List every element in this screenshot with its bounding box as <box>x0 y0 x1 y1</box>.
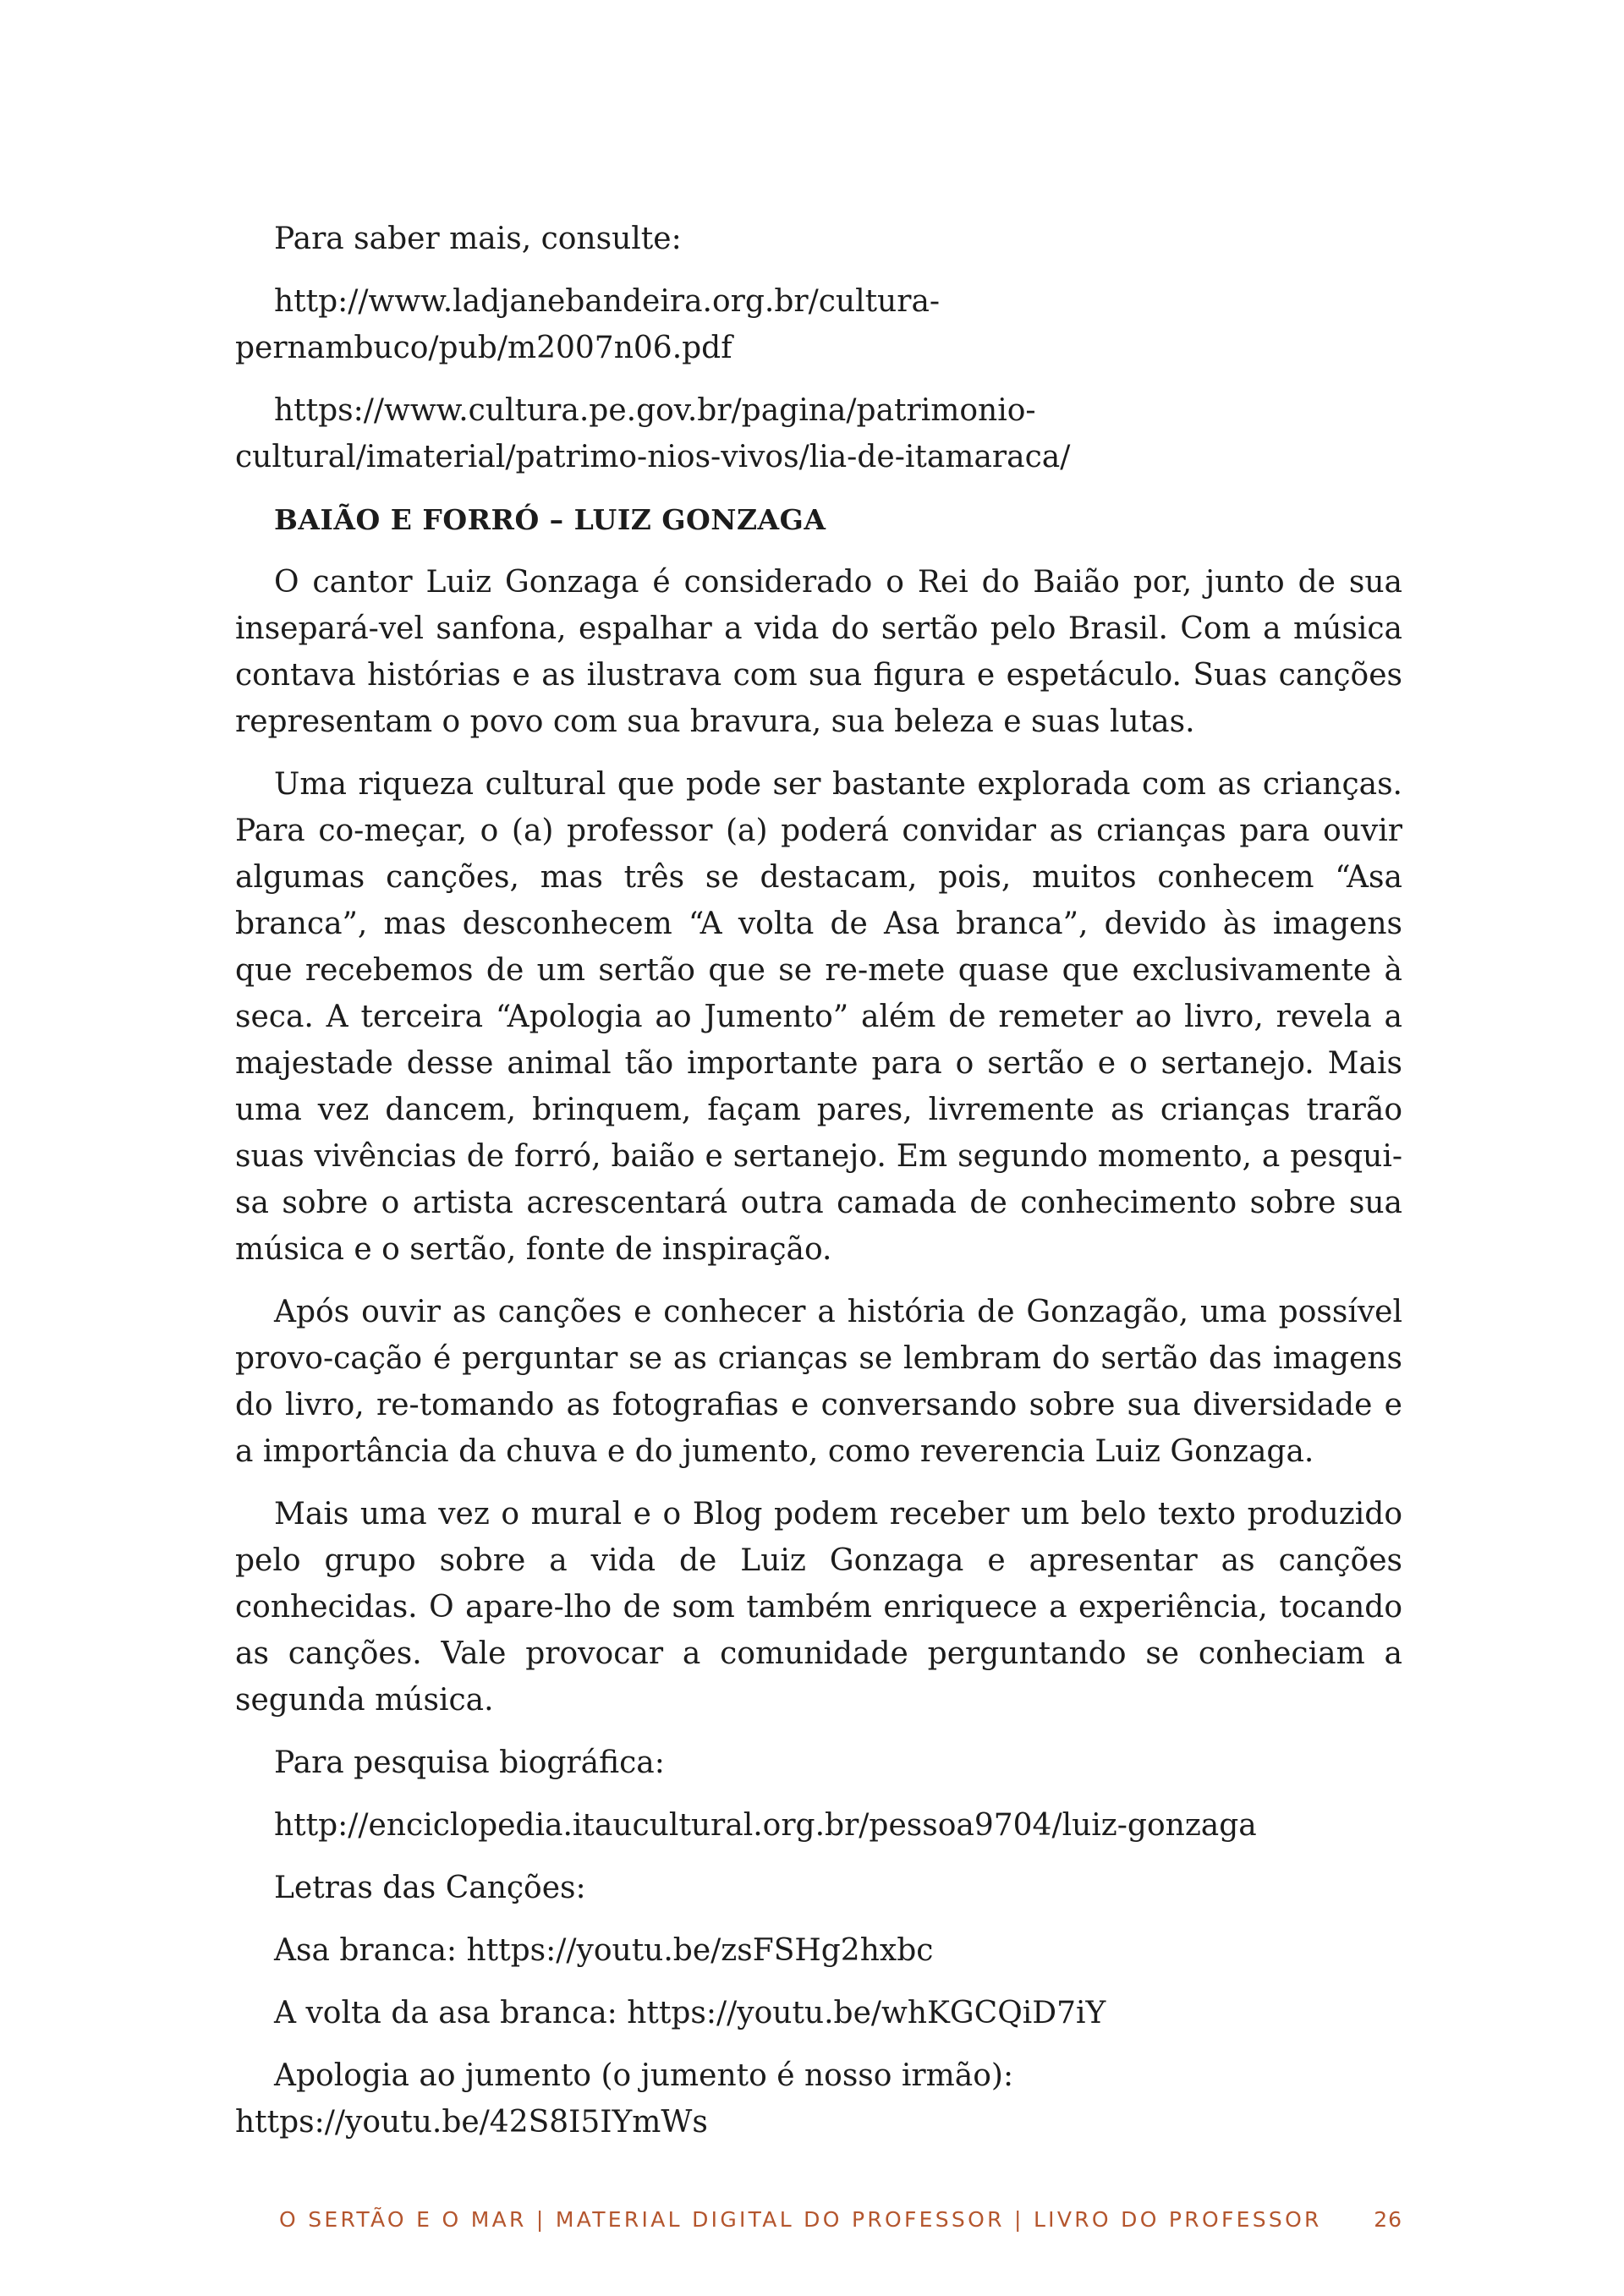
section-heading: BAIÃO E FORRÓ – LUIZ GONZAGA <box>274 503 826 536</box>
page-footer <box>279 2207 1402 2232</box>
page-number: 26 <box>1374 2207 1402 2232</box>
body-paragraph: O cantor Luiz Gonzaga é considerado o Rei do Baião por, junto de sua insepará-vel sanfona, espalhar a vida do sertão pelo Brasil. Com a música contava histórias e as ilustrava com sua figura e espetáculo. Suas canções representam o povo com sua bravura, sua beleza e suas lutas. <box>235 565 1402 739</box>
body-paragraph: Mais uma vez o mural e o Blog podem receber um belo texto produzido pelo grupo sobre a vida de Luiz Gonzaga e apresentar as canções conhecidas. O apare-lho de som também enriquece a experiência, tocando as canções. Vale provocar a comunidade perguntando se conheciam a segunda música. <box>235 1497 1402 1718</box>
page-content <box>235 216 1402 2162</box>
bio-label: Para pesquisa biográfica: <box>274 1745 665 1780</box>
lyrics-label: Letras das Canções: <box>274 1871 586 1905</box>
bio-link[interactable]: http://enciclopedia.itaucultural.org.br/pessoa9704/luiz-gonzaga <box>274 1808 1257 1843</box>
reference-link[interactable]: https://www.cultura.pe.gov.br/pagina/patrimonio-cultural/imaterial/patrimo-nios-vivos/lia-de-itamaraca/ <box>235 393 1071 474</box>
body-paragraph: Uma riqueza cultural que pode ser bastante explorada com as crianças. Para co-meçar, o (a) professor (a) poderá convidar as crianças para ouvir algumas canções, mas três se destacam, pois, muitos conhecem “Asa branca”, mas desconhecem “A volta de Asa branca”, devido às imagens que recebemos de um sertão que se re-mete quase que exclusivamente à seca. A terceira “Apologia ao Jumento” além de remeter ao livro, revela a majestade desse animal tão importante para o sertão e o sertanejo. Mais uma vez dancem, brinquem, façam pares, livremente as crianças trarão suas vivências de forró, baião e sertanejo. Em segundo momento, a pesqui-sa sobre o artista acrescentará outra camada de conhecimento sobre sua música e o sertão, fonte de inspiração. <box>235 767 1402 1267</box>
reference-link[interactable]: http://www.ladjanebandeira.org.br/cultura-pernambuco/pub/m2007n06.pdf <box>235 284 941 365</box>
song-link[interactable]: Apologia ao jumento (o jumento é nosso irmão): https://youtu.be/42S8I5IYmWs <box>235 2058 1014 2140</box>
song-link[interactable]: A volta da asa branca: https://youtu.be/whKGCQiD7iY <box>274 1996 1106 2030</box>
footer-title: O SERTÃO E O MAR | MATERIAL DIGITAL DO PROFESSOR | LIVRO DO PROFESSOR <box>279 2207 1322 2232</box>
body-paragraph: Após ouvir as canções e conhecer a história de Gonzagão, uma possível provo-cação é perguntar se as crianças se lembram do sertão das imagens do livro, re-tomando as fotografias e conversando sobre sua diversidade e a importância da chuva e do jumento, como reverencia Luiz Gonzaga. <box>235 1295 1402 1469</box>
consult-label: Para saber mais, consulte: <box>274 222 682 256</box>
song-link[interactable]: Asa branca: https://youtu.be/zsFSHg2hxbc <box>274 1933 934 1968</box>
